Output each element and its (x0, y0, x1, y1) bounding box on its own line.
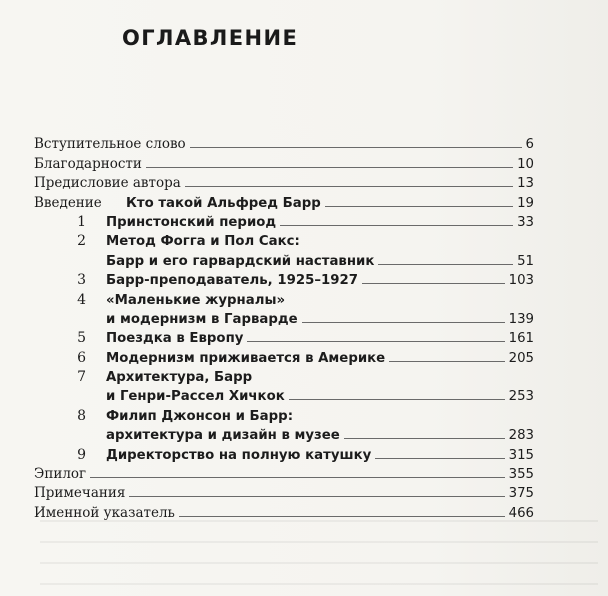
toc-entry-chapter-2-continued (34, 249, 534, 268)
toc-entry-label-line-1: Метод Фогга и Пол Сакс: (106, 234, 300, 250)
reverse-page-bleed (445, 28, 605, 88)
dot-leader (185, 186, 513, 187)
toc-entry-label-line-1: «Маленькие журналы» (106, 292, 286, 308)
chapter-number: 2 (77, 233, 86, 250)
toc-entry-label-line-2: и Генри-Рассел Хичкок (106, 389, 285, 405)
toc-entry-label: Вступительное слово (34, 136, 186, 153)
dot-leader (179, 516, 505, 517)
toc-page-number: 13 (517, 176, 534, 192)
toc-entry-label: Принстонский период (106, 214, 277, 230)
dot-leader (280, 225, 513, 226)
toc-entry-label: Предисловие автора (34, 175, 181, 192)
chapter-number: 4 (77, 291, 86, 308)
toc-entry-label: Барр-преподаватель, 1925–1927 (106, 273, 359, 289)
toc-page-number: 283 (508, 428, 534, 444)
toc-entry-epilogue (34, 463, 534, 482)
toc-page-number: 19 (517, 195, 534, 211)
toc-entry-introduction (34, 191, 534, 210)
toc-page-number: 10 (517, 156, 534, 172)
toc-entry-foreword (34, 133, 534, 152)
toc-page-number: 103 (508, 273, 534, 289)
toc-entry-notes (34, 482, 534, 501)
chapter-number: 9 (77, 446, 86, 463)
dot-leader (389, 361, 504, 362)
toc-page-number: 466 (508, 505, 534, 521)
toc-entry-label: Эпилог (34, 466, 87, 483)
toc-page-number: 375 (508, 486, 534, 502)
toc-page-number: 355 (508, 467, 534, 483)
toc-entry-name-index (34, 501, 534, 520)
toc-entry-chapter-8-continued (34, 424, 534, 443)
toc-entry-label: Директорство на полную катушку (106, 447, 372, 463)
toc-entry-chapter-7 (34, 366, 534, 385)
dot-leader (90, 477, 505, 478)
toc-entry-chapter-8 (34, 404, 534, 423)
toc-entry-chapter-2 (34, 230, 534, 249)
dot-leader (344, 438, 505, 439)
toc-entry-chapter-6 (34, 346, 534, 365)
chapter-number: 1 (77, 213, 86, 230)
toc-page-number: 6 (525, 137, 534, 153)
dot-leader (289, 399, 505, 400)
page-title: ОГЛАВЛЕНИЕ (122, 26, 299, 50)
toc-entry-label-line-2: архитектура и дизайн в музее (106, 428, 340, 444)
dot-leader (190, 147, 522, 148)
toc-entry-chapter-4-continued (34, 308, 534, 327)
toc-entry-label: Кто такой Альфред Барр (126, 195, 321, 211)
chapter-number: 5 (77, 330, 86, 347)
dot-leader (378, 264, 513, 265)
toc-entry-label: Поездка в Европу (106, 331, 244, 347)
dot-leader (362, 283, 505, 284)
chapter-number: 8 (77, 407, 86, 424)
toc-entry-chapter-4 (34, 288, 534, 307)
toc-entry-label-line-2: Барр и его гарвардский наставник (106, 253, 375, 269)
toc-entry-label-line-1: Архитектура, Барр (106, 370, 253, 386)
toc-entry-chapter-7-continued (34, 385, 534, 404)
chapter-number: 7 (77, 369, 86, 386)
toc-entry-chapter-9 (34, 443, 534, 462)
toc-entry-label-line-1: Филип Джонсон и Барр: (106, 408, 294, 424)
dot-leader (247, 341, 504, 342)
dot-leader (325, 206, 513, 207)
chapter-number: 3 (77, 272, 86, 289)
toc-page-number: 51 (517, 253, 534, 269)
toc-page-number: 33 (517, 214, 534, 230)
toc-entry-chapter-3 (34, 269, 534, 288)
toc-page-number: 139 (508, 311, 534, 327)
dot-leader (129, 496, 504, 497)
toc-entry-preface (34, 172, 534, 191)
dot-leader (146, 167, 513, 168)
toc-page-number: 205 (508, 350, 534, 366)
toc-entry-label: Благодарности (34, 155, 142, 172)
toc-entry-prefix: Введение (34, 194, 102, 211)
toc-page-number: 161 (508, 331, 534, 347)
toc-entry-label: Модернизм приживается в Америке (106, 350, 386, 366)
toc-entry-chapter-1 (34, 211, 534, 230)
toc-entry-label-line-2: и модернизм в Гарварде (106, 311, 298, 327)
dot-leader (375, 458, 504, 459)
toc-page-number: 315 (508, 447, 534, 463)
toc-entry-label: Примечания (34, 485, 126, 502)
chapter-number: 6 (77, 349, 86, 366)
table-of-contents (34, 133, 534, 521)
toc-entry-chapter-5 (34, 327, 534, 346)
toc-page-number: 253 (508, 389, 534, 405)
reverse-page-lines (40, 520, 598, 596)
toc-entry-acknowledgements (34, 152, 534, 171)
dot-leader (302, 322, 505, 323)
toc-entry-label: Именной указатель (34, 504, 175, 521)
